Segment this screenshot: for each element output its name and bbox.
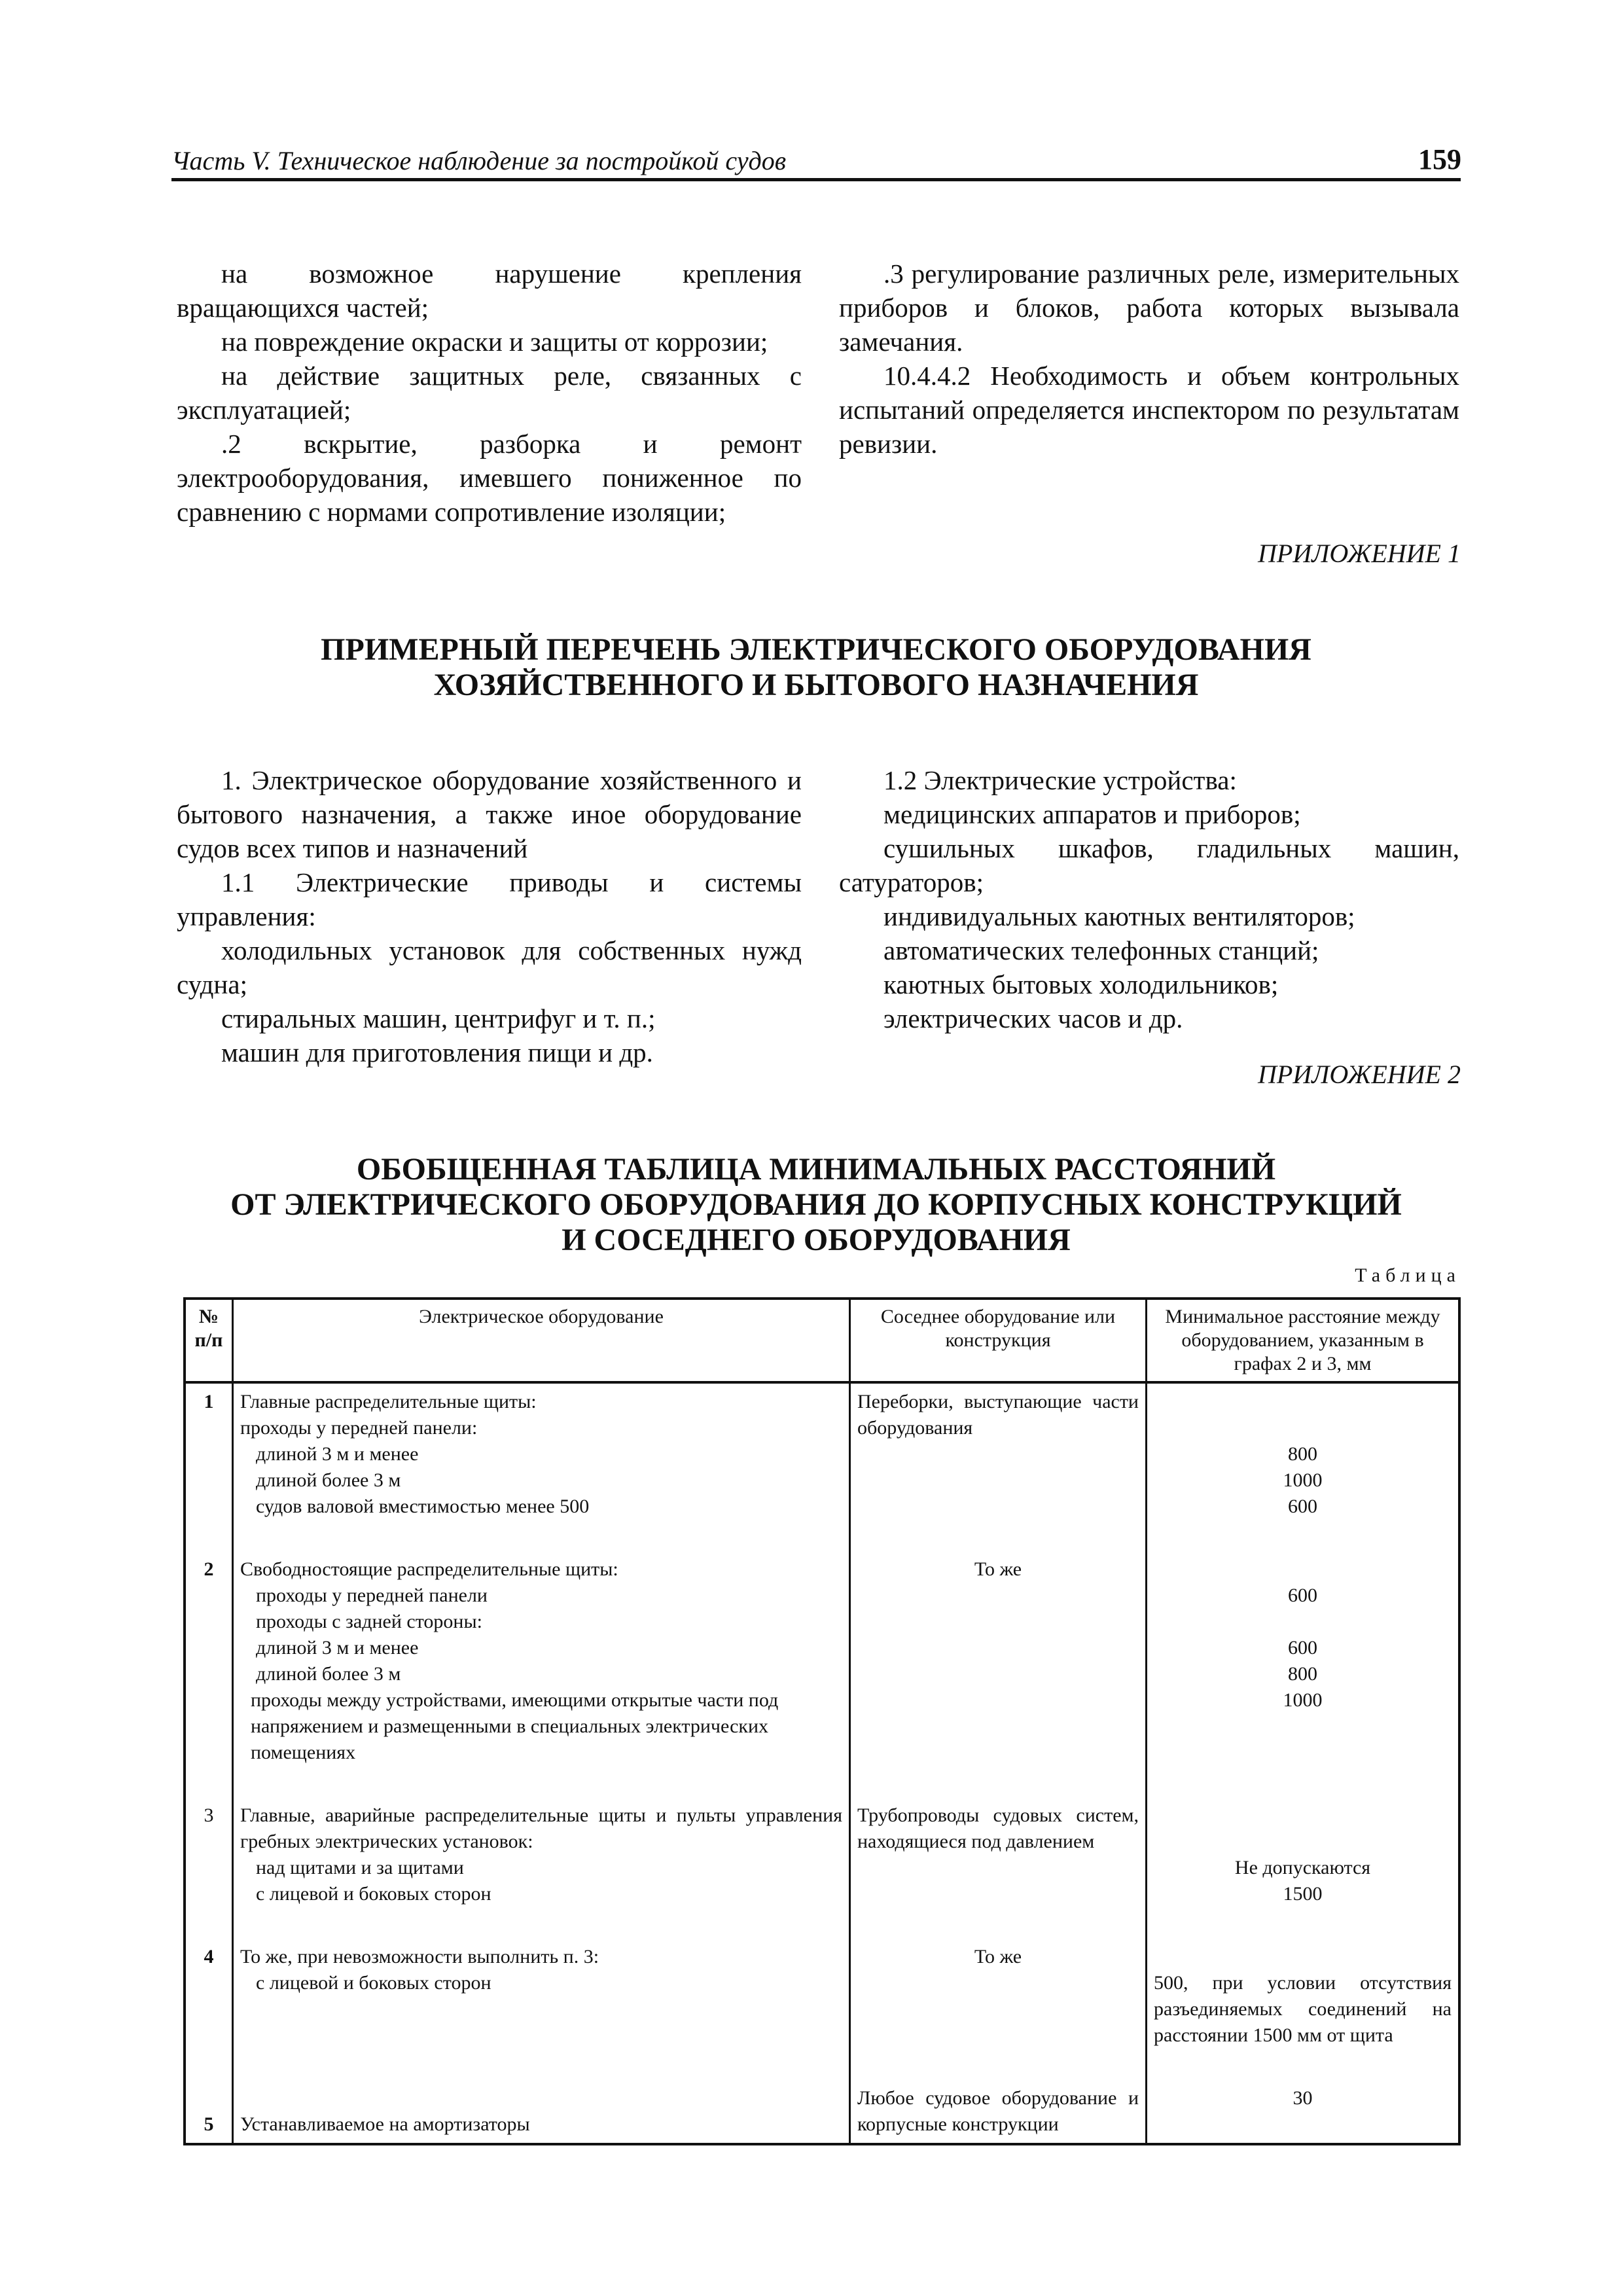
distance-line — [1154, 1829, 1452, 1855]
header-num: № п/п — [185, 1299, 233, 1382]
distances-table — [183, 1297, 1461, 2145]
equipment-line: проходы у передней панели — [256, 1585, 488, 1606]
title-line: И СОСЕДНЕГО ОБОРУДОВАНИЯ — [562, 1223, 1071, 1257]
paragraph: 1. Электрическое оборудование хозяйственного и бытового назначения, а также иное оборудование судов всех типов и назначений — [177, 765, 802, 863]
equipment-line: Главные распределительные щиты: — [240, 1391, 537, 1412]
row-neighbor: Переборки, выступающие части оборудования — [850, 1382, 1147, 1551]
row-neighbor: Любое судовое оборудование и корпусные конструкции — [850, 2080, 1147, 2144]
spacer — [240, 1907, 842, 1933]
row-num: 3 — [185, 1797, 233, 1939]
spacer — [240, 1766, 842, 1792]
equipment-line: над щитами и за щитами — [256, 1857, 464, 1878]
row-num: 1 — [185, 1382, 233, 1551]
distance-line: 600 — [1288, 1585, 1317, 1606]
paragraph: 10.4.4.2 Необходимость и объем контрольных испытаний определяется инспектором по результатам ревизии. — [839, 361, 1459, 459]
table-row — [185, 1382, 1459, 1551]
spacer — [240, 1996, 842, 2022]
table-row — [185, 1797, 1459, 1939]
distance-line: 800 — [1288, 1443, 1317, 1465]
table-caption: Таблица — [1355, 1265, 1461, 1286]
appendix-2-title — [171, 1152, 1461, 1258]
distance-line — [1154, 1944, 1452, 1970]
distance-line — [1154, 1389, 1452, 1415]
row-equipment — [233, 1382, 850, 1551]
appendix-2-label: ПРИЛОЖЕНИЕ 2 — [1258, 1060, 1461, 1089]
header-distance: Минимальное расстояние между оборудованием, указанным в графах 2 и 3, мм — [1147, 1299, 1460, 1382]
top-right-column — [839, 257, 1459, 461]
row-neighbor: То же — [850, 1939, 1147, 2080]
distance-line: 800 — [1288, 1663, 1317, 1685]
row-distance — [1147, 1551, 1460, 1797]
row-neighbor: То же — [850, 1551, 1147, 1797]
row-equipment — [233, 2080, 850, 2144]
equipment-line: проходы между устройствами, имеющими открытые части под напряжением и размещенными в специальных электрических помещениях — [251, 1689, 779, 1763]
distance-line — [1154, 1609, 1452, 1635]
row-num: 4 — [185, 1939, 233, 2080]
row-distance — [1147, 1382, 1460, 1551]
appendix-1-right-column — [839, 763, 1459, 1035]
distance-line: 600 — [1288, 1637, 1317, 1659]
distance-line — [1154, 1556, 1452, 1583]
table-row — [185, 1551, 1459, 1797]
page-number: 159 — [1418, 143, 1461, 175]
distance-line: Не допускаются — [1234, 1857, 1371, 1878]
distance-line: 600 — [1288, 1496, 1317, 1517]
paragraph: медицинских аппаратов и приборов; — [883, 799, 1301, 829]
distance-line: 1500 — [1283, 1883, 1323, 1905]
row-equipment — [233, 1797, 850, 1939]
row-equipment — [233, 1939, 850, 2080]
header-rule — [171, 178, 1461, 181]
paragraph: машин для приготовления пищи и др. — [221, 1037, 653, 1067]
distance-line: 1000 — [1283, 1469, 1323, 1491]
row-num: 2 — [185, 1551, 233, 1797]
table-header-row — [185, 1299, 1459, 1382]
paragraph: .2 вскрытие, разборка и ремонт электрооборудования, имевшего пониженное по сравнению с нормами сопротивление изоляции; — [177, 429, 802, 527]
top-left-column — [177, 257, 802, 529]
equipment-line: длиной более 3 м — [256, 1469, 401, 1491]
running-header-title: Часть V. Техническое наблюдение за постройкой судов — [171, 146, 787, 175]
header-neighbor: Соседнее оборудование или конструкция — [850, 1299, 1147, 1382]
appendix-1-label: ПРИЛОЖЕНИЕ 1 — [1258, 539, 1461, 568]
equipment-line: судов валовой вместимостью менее 500 — [256, 1496, 590, 1517]
paragraph: индивидуальных каютных вентиляторов; — [883, 901, 1355, 931]
equipment-line: длиной 3 м и менее — [256, 1637, 419, 1659]
equipment-line: То же, при невозможности выполнить п. 3: — [240, 1946, 599, 1967]
paragraph: на возможное нарушение крепления вращающихся частей; — [177, 259, 802, 323]
paragraph: на действие защитных реле, связанных с эксплуатацией; — [177, 361, 802, 425]
paragraph: стиральных машин, центрифуг и т. п.; — [221, 1003, 656, 1033]
paragraph: каютных бытовых холодильников; — [883, 969, 1279, 999]
spacer — [240, 2022, 842, 2049]
row-distance — [1147, 1797, 1460, 1939]
distance-line: 500, при условии отсутствия разъединяемых соединений на расстоянии 1500 мм от щита — [1154, 1972, 1452, 2046]
distance-line: 30 — [1293, 2087, 1313, 2109]
distance-line — [1154, 1415, 1452, 1441]
row-distance — [1147, 2080, 1460, 2144]
paragraph: сушильных шкафов, гладильных машин, сатураторов; — [839, 833, 1459, 897]
row-equipment — [233, 1551, 850, 1797]
equipment-line: Главные, аварийные распределительные щиты и пульты управления гребных электрических установок: — [240, 1804, 842, 1852]
title-line: ПРИМЕРНЫЙ ПЕРЕЧЕНЬ ЭЛЕКТРИЧЕСКОГО ОБОРУДОВАНИЯ — [321, 632, 1311, 667]
paragraph: на повреждение окраски и защиты от коррозии; — [221, 327, 768, 357]
table-row — [185, 2080, 1459, 2144]
paragraph: холодильных установок для собственных нужд судна; — [177, 935, 802, 999]
distance-line: 1000 — [1283, 1689, 1323, 1711]
equipment-line: Свободностоящие распределительные щиты: — [240, 1558, 618, 1580]
row-neighbor: Трубопроводы судовых систем, находящиеся под давлением — [850, 1797, 1147, 1939]
spacer — [240, 2049, 842, 2075]
appendix-1-left-column — [177, 763, 802, 1069]
paragraph: электрических часов и др. — [883, 1003, 1183, 1033]
paragraph: 1.1 Электрические приводы и системы управления: — [177, 867, 802, 931]
equipment-line: длиной более 3 м — [256, 1663, 401, 1685]
equipment-line: проходы с задней стороны: — [256, 1611, 482, 1632]
row-num: 5 — [185, 2080, 233, 2144]
title-line: ХОЗЯЙСТВЕННОГО И БЫТОВОГО НАЗНАЧЕНИЯ — [433, 668, 1199, 702]
table-row — [185, 1939, 1459, 2080]
title-line: ОТ ЭЛЕКТРИЧЕСКОГО ОБОРУДОВАНИЯ ДО КОРПУСНЫХ КОНСТРУКЦИЙ — [230, 1187, 1402, 1222]
appendix-1-title — [171, 632, 1461, 703]
paragraph: автоматических телефонных станций; — [883, 935, 1319, 965]
equipment-line: с лицевой и боковых сторон — [256, 1972, 491, 1994]
paragraph: .3 регулирование различных реле, измерительных приборов и блоков, работа которых вызывала замечания. — [839, 259, 1459, 357]
header-equipment: Электрическое оборудование — [233, 1299, 850, 1382]
equipment-line: проходы у передней панели: — [240, 1417, 478, 1439]
equipment-line: длиной 3 м и менее — [256, 1443, 419, 1465]
equipment-line: Устанавливаемое на амортизаторы — [240, 2113, 530, 2135]
equipment-line: с лицевой и боковых сторон — [256, 1883, 491, 1905]
row-distance — [1147, 1939, 1460, 2080]
spacer — [240, 1520, 842, 1546]
title-line: ОБОБЩЕННАЯ ТАБЛИЦА МИНИМАЛЬНЫХ РАССТОЯНИЙ — [356, 1152, 1276, 1187]
paragraph: 1.2 Электрические устройства: — [883, 765, 1237, 795]
distance-line — [1154, 1803, 1452, 1829]
